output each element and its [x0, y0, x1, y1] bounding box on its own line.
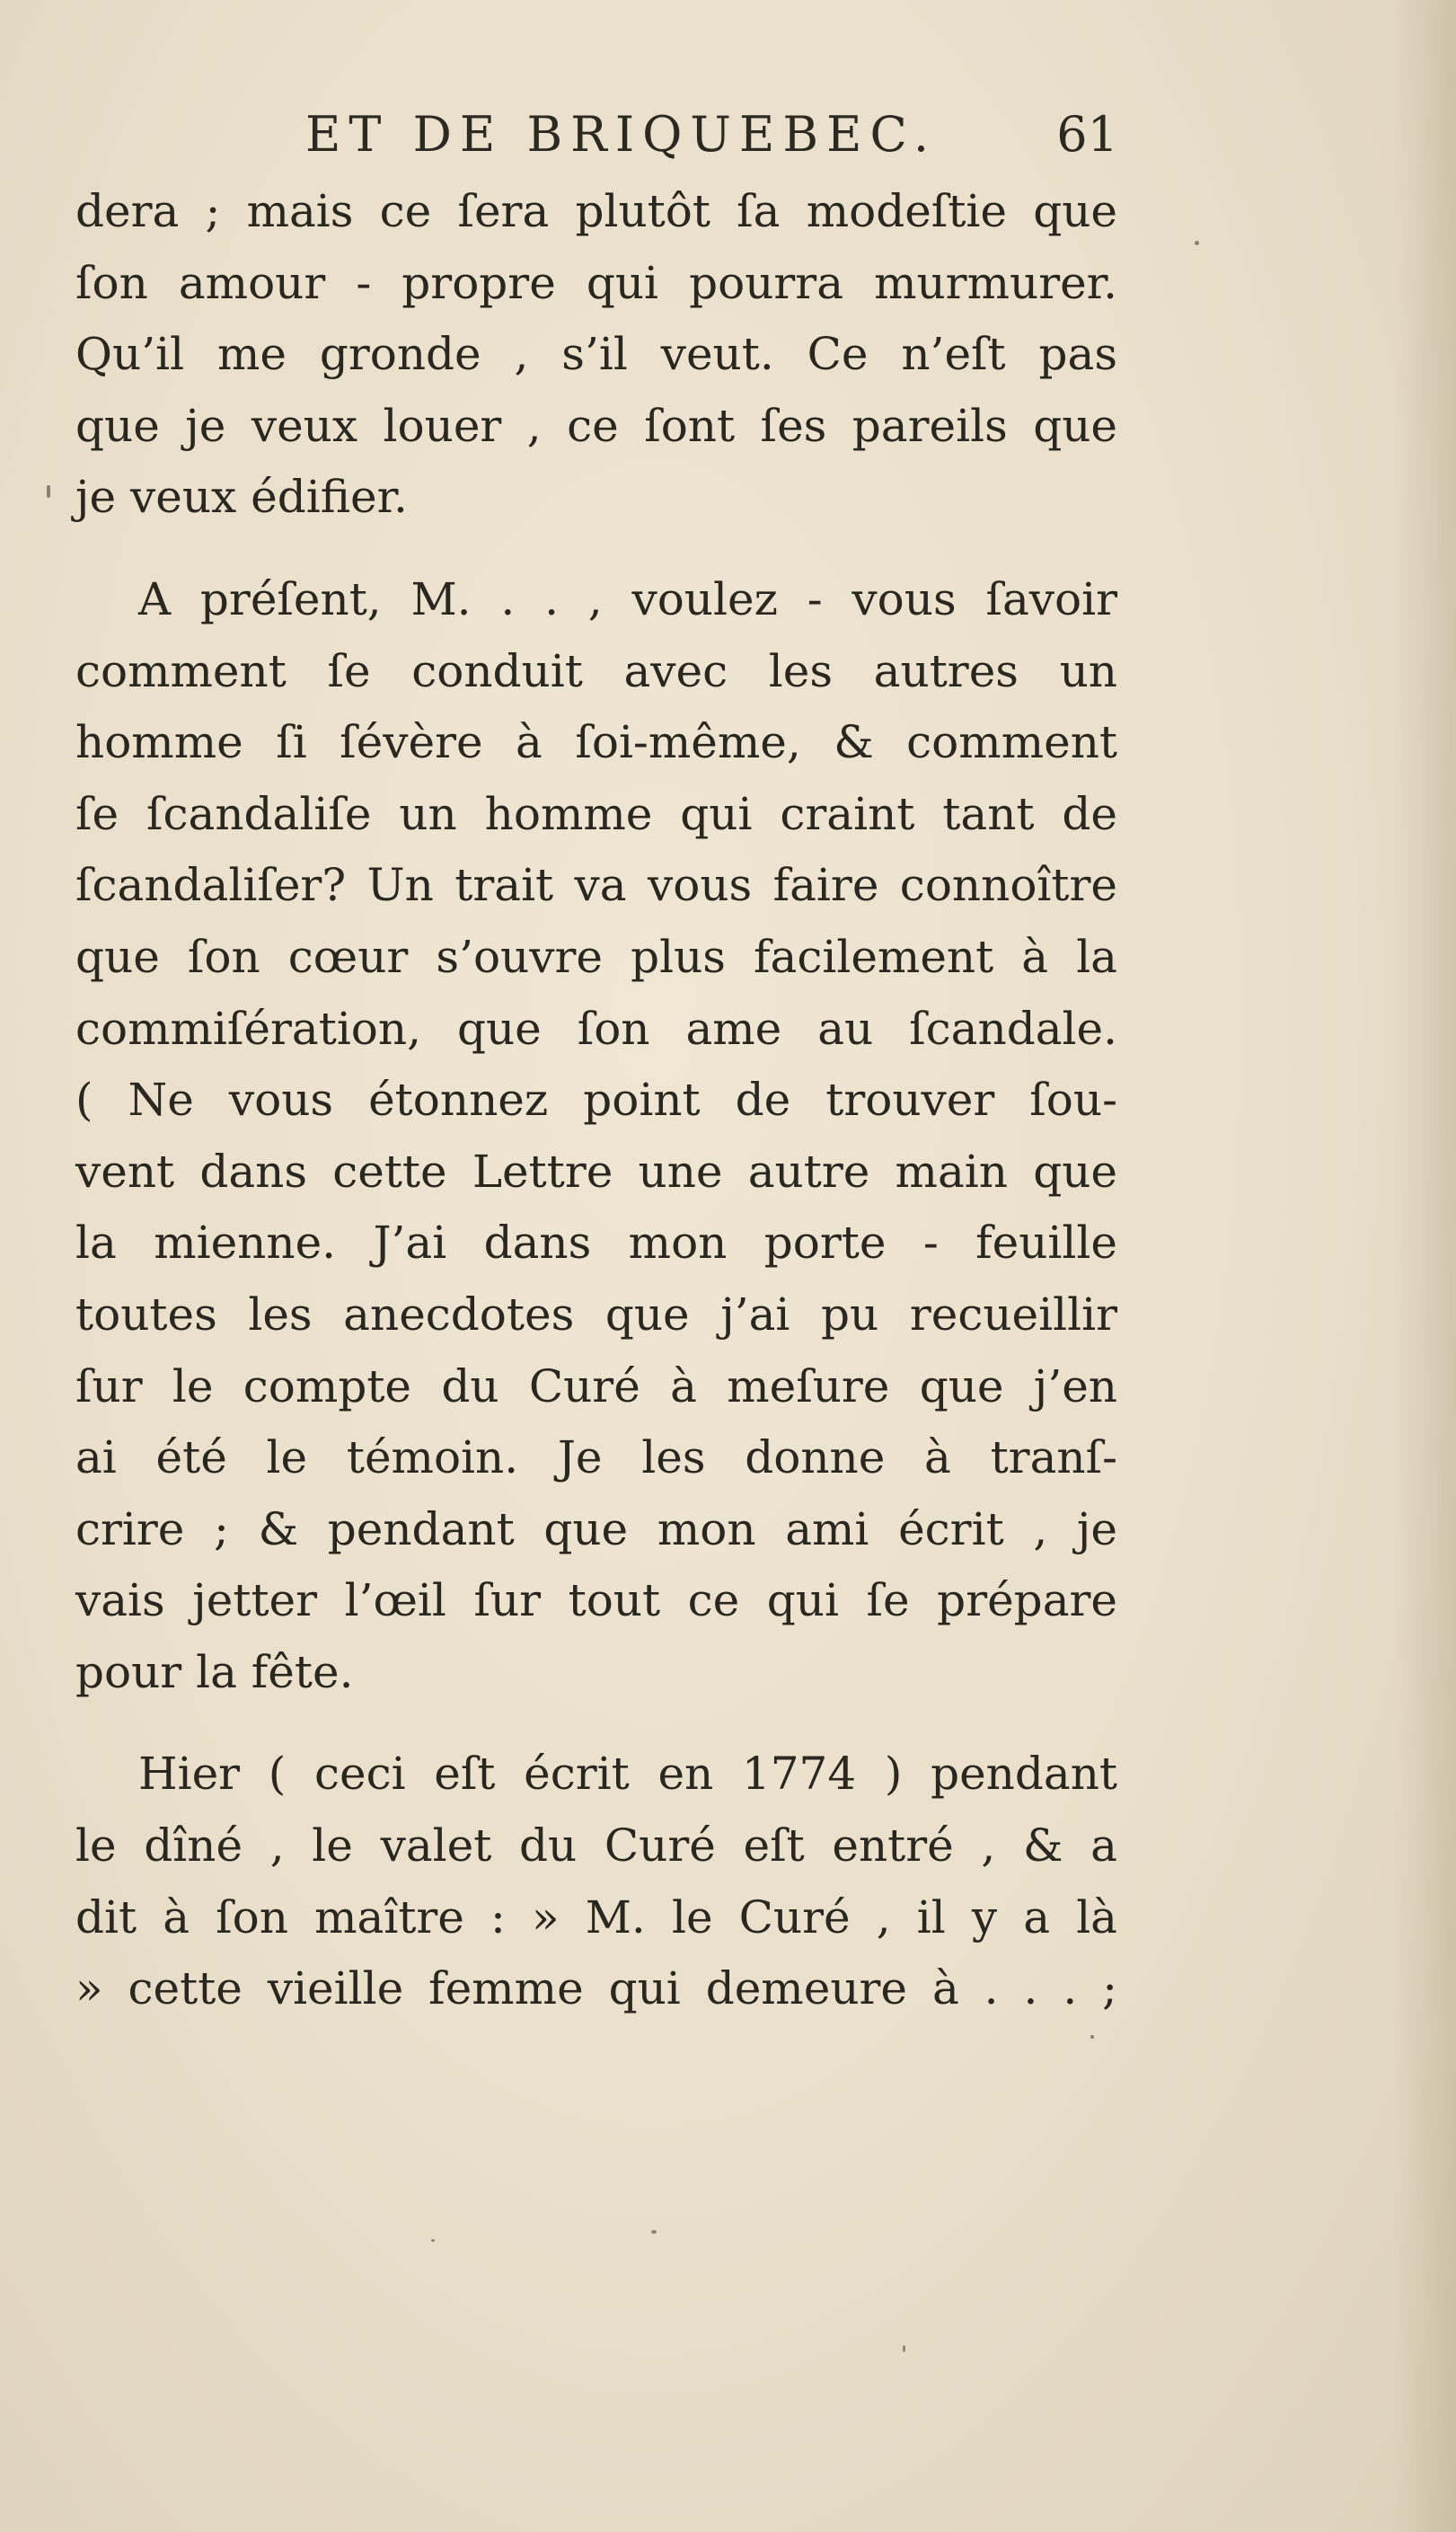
text-line: ( Ne vous étonnez point de trouver ſou- [75, 1074, 1117, 1127]
page-number: 61 [1056, 106, 1118, 163]
running-title: ET DE BRIQUEBEC. [305, 106, 938, 163]
text-line: Hier ( ceci eſt écrit en 1774 ) pendant [138, 1748, 1117, 1801]
text-line: ſon amour - propre qui pourra murmurer. [75, 256, 1117, 309]
text-line: que je veux louer , ce ſont ſes pareils que [75, 399, 1117, 452]
page-edge-shadow [1393, 0, 1456, 2532]
text-line: comment ſe conduit avec les autres un [75, 644, 1117, 697]
text-line: toutes les anecdotes que j’ai pu recueillir [75, 1288, 1117, 1341]
text-line: » cette vieille femme qui demeure à . . . ; [75, 1962, 1117, 2015]
text-line: commiſération, que ſon ame au ſcandale. [75, 1002, 1117, 1055]
paper-speck [1090, 2035, 1094, 2039]
text-line: la mienne. J’ai dans mon porte - feuille [75, 1217, 1117, 1270]
text-line: ſur le compte du Curé à meſure que j’en [75, 1359, 1117, 1412]
text-line: dera ; mais ce ſera plutôt ſa modeſtie que [75, 185, 1117, 237]
text-line: ſe ſcandaliſe un homme qui craint tant de [75, 787, 1117, 840]
running-head [269, 106, 1118, 178]
text-line: que ſon cœur s’ouvre plus facilement à la [75, 930, 1117, 983]
text-line: A préſent, M. . . , voulez - vous ſavoir [138, 572, 1117, 625]
text-line: vent dans cette Lettre une autre main que [75, 1145, 1117, 1198]
paragraph-gap [75, 1708, 1117, 1739]
text-line: ſcandaliſer? Un trait va vous faire connoître [75, 859, 1117, 912]
text-line: dit à ſon maître : » M. le Curé , il y a là [75, 1890, 1117, 1943]
paper-speck [47, 485, 50, 498]
paper-speck [651, 2230, 657, 2234]
text-line: Qu’il me gronde , s’il veut. Ce n’eſt pas [75, 328, 1117, 381]
text-line: ai été le témoin. Je les donne à tranſ- [75, 1431, 1117, 1484]
text-line: le dîné , le valet du Curé eſt entré , & a [75, 1819, 1117, 1872]
body-text [75, 176, 1117, 2025]
paper-speck [1195, 241, 1199, 245]
text-line: pour la fête. [75, 1645, 354, 1698]
paragraph-gap [75, 534, 1117, 564]
text-line: homme ſi ſévère à ſoi-même, & comment [75, 716, 1117, 769]
paper-speck [431, 2239, 435, 2242]
text-line: vais jetter l’œil ſur tout ce qui ſe prépare [75, 1574, 1117, 1627]
text-line: crire ; & pendant que mon ami écrit , je [75, 1502, 1117, 1555]
paper-speck [903, 2345, 905, 2352]
text-line: je veux édifier. [75, 471, 408, 524]
